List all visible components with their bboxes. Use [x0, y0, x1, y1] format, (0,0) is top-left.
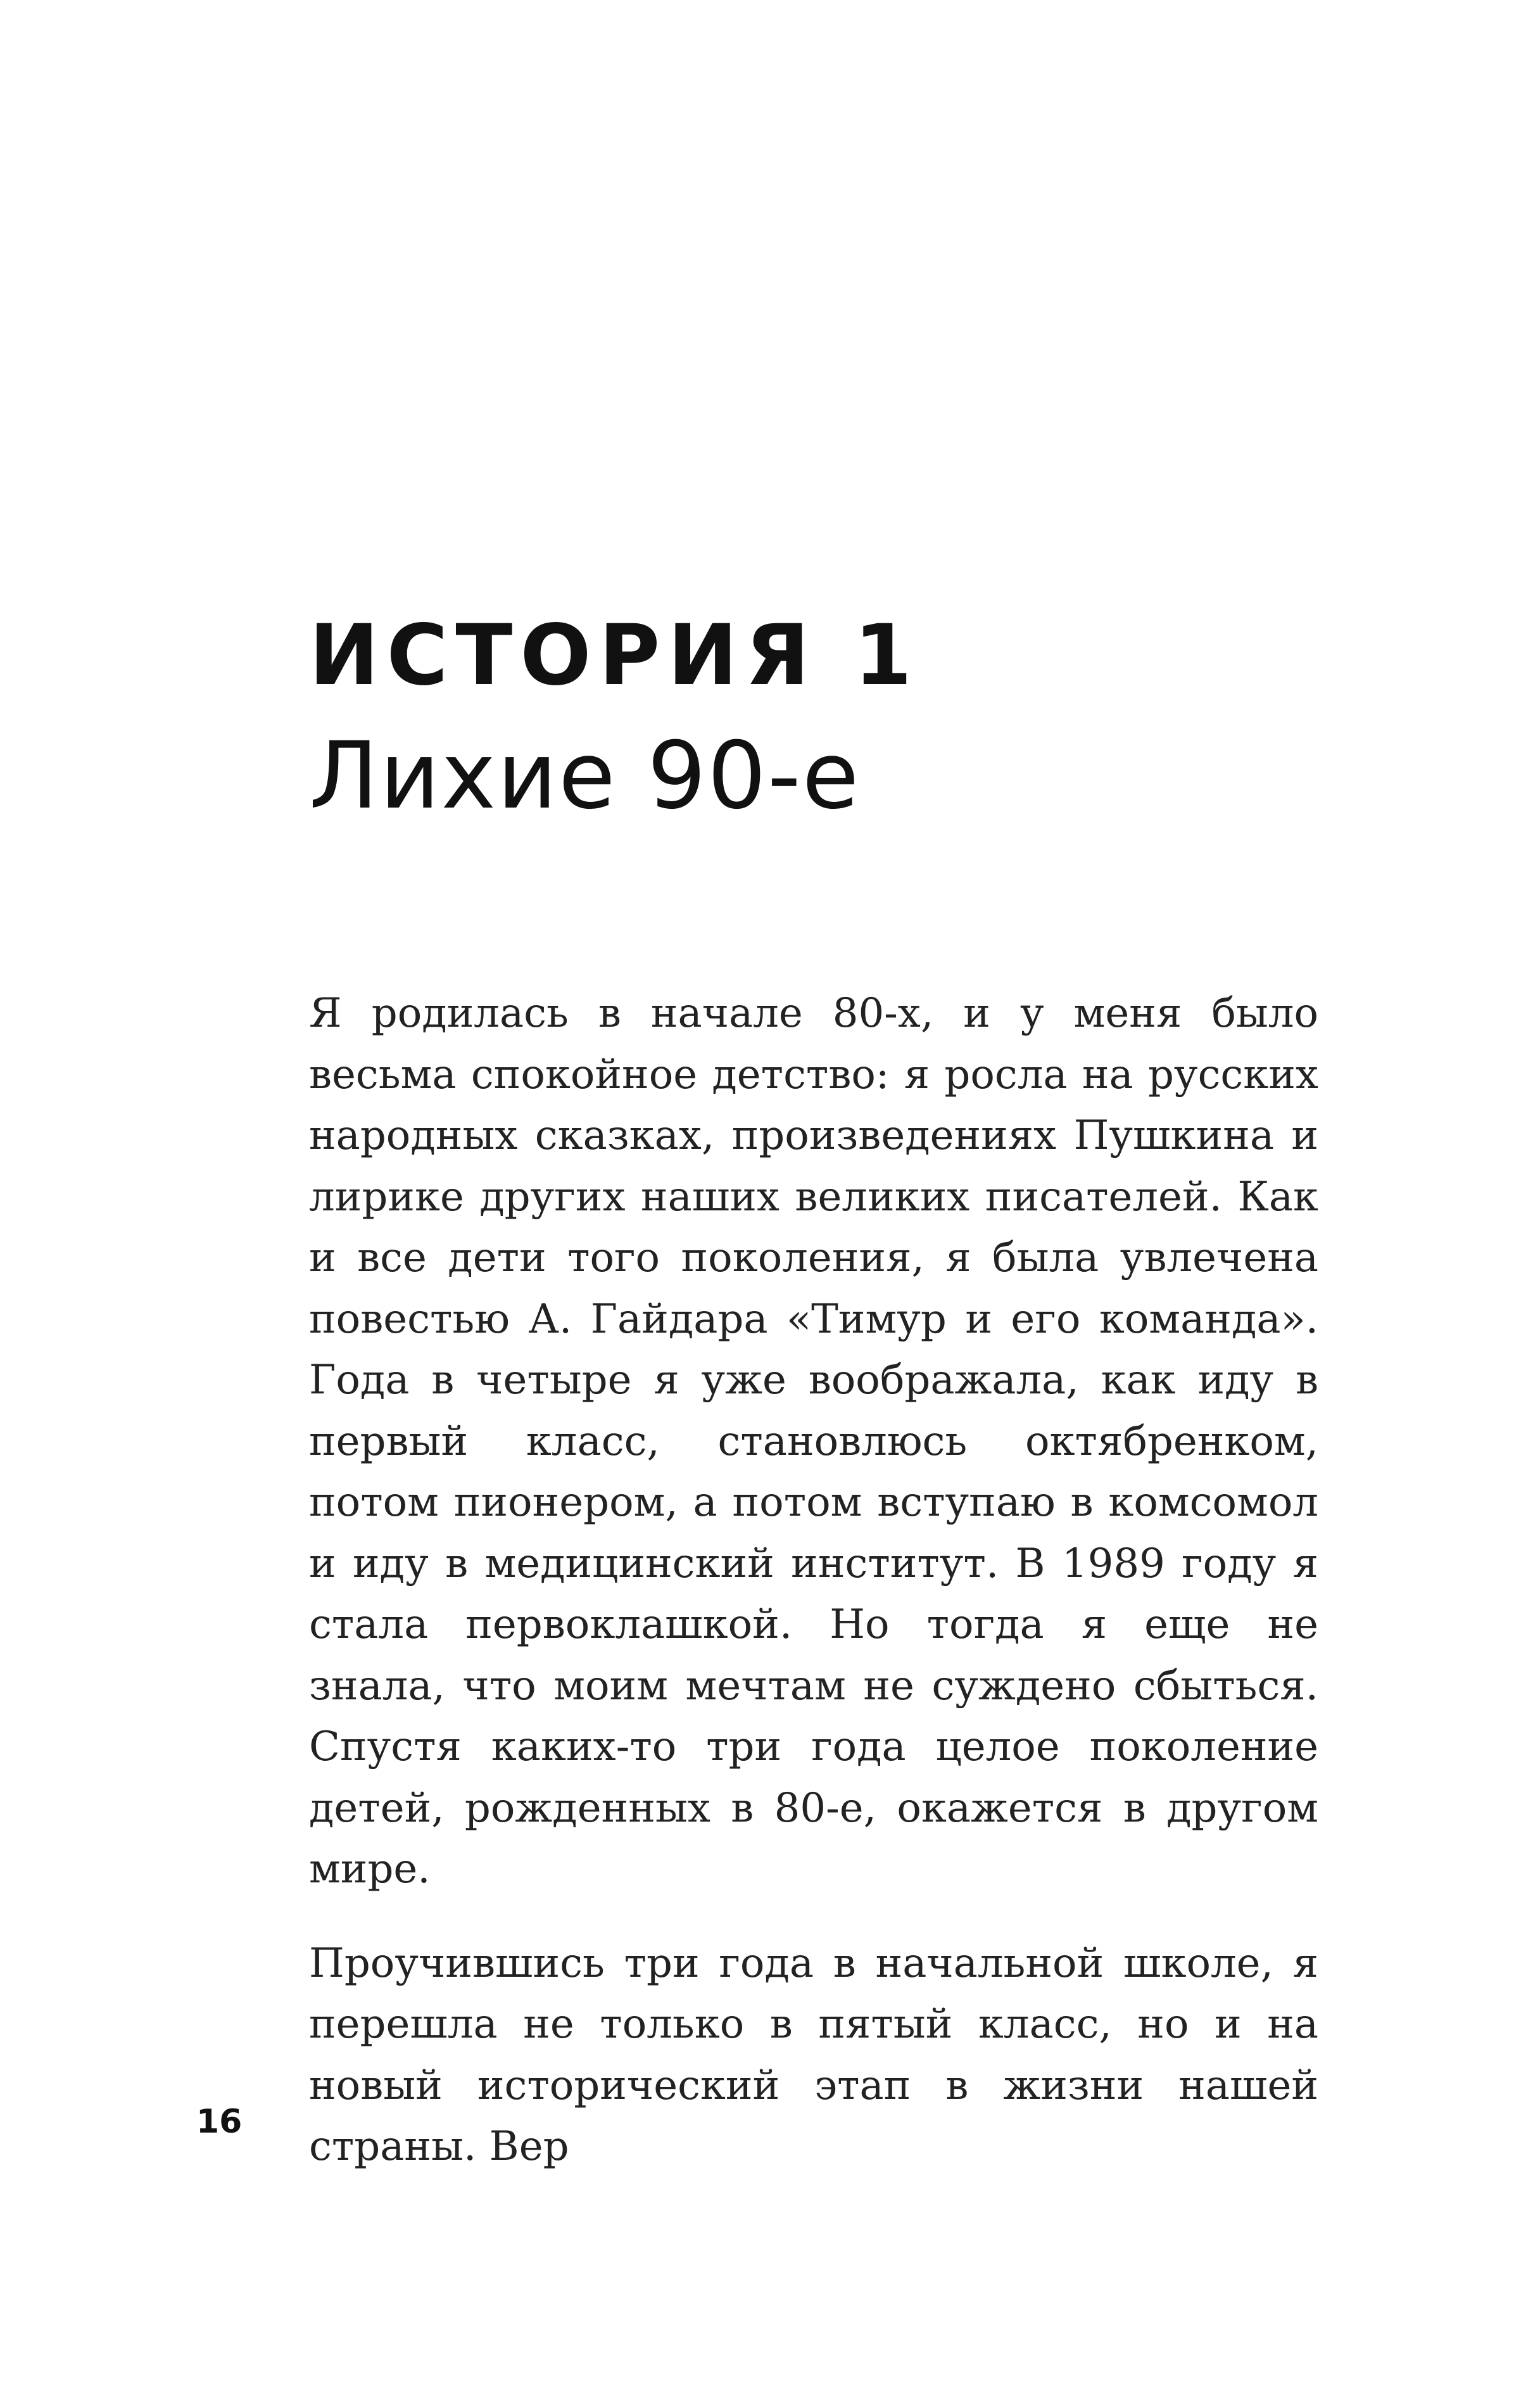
page-number: 16 — [196, 2103, 243, 2141]
chapter-title: Лихие 90-е — [309, 722, 861, 830]
chapter-label: ИСТОРИЯ 1 — [309, 607, 920, 704]
body-text — [309, 983, 1318, 2178]
chapter-heading — [309, 608, 1322, 830]
paragraph: Я родилась в начале 80-х, и у меня было весьма спокойное детство: я росла на русских народных сказках, произведениях Пушкина и лирике других наших великих писателей. Как и все дети того поколения, я была увлечена повестью А. Гайдара «Тимур и его команда». Года в четыре я уже воображала, как иду в первый класс, становлюсь октябренком, потом пионером, а потом вступаю в комсомол и иду в медицинский институт. В 1989 году я стала первоклашкой. Но тогда я еще не знала, что моим мечтам не суждено сбыться. Спустя каких-то три года целое поколение детей, рожденных в 80-е, окажется в другом мире. — [309, 990, 1318, 1893]
paragraph: Проучившись три года в начальной школе, я перешла не только в пятый класс, но и на новый исторический этап в жизни нашей страны. Вер — [309, 1939, 1318, 2170]
